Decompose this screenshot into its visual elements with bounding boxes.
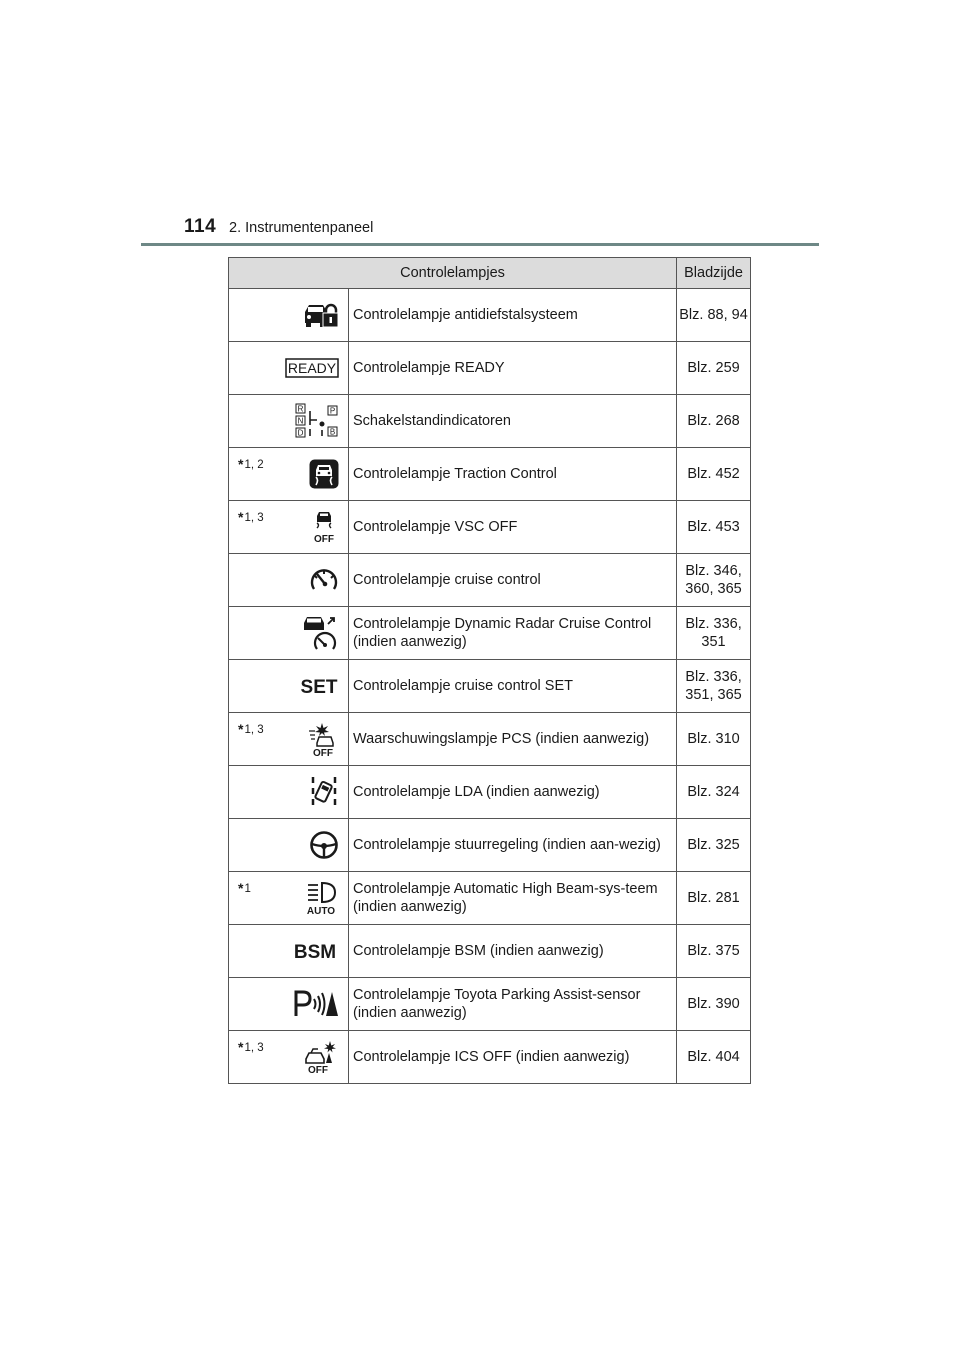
icon-cell xyxy=(274,554,349,607)
page-ref: Blz. 259 xyxy=(677,342,751,395)
footnote-marker: *1, 2 xyxy=(238,456,264,472)
table-row xyxy=(229,713,751,766)
note-cell xyxy=(229,925,274,978)
footnote-marker: *1, 3 xyxy=(238,721,264,737)
bsm-text: BSM xyxy=(293,942,337,963)
page-ref: Blz. 310 xyxy=(677,713,751,766)
lamp-description: Controlelampje stuurregeling (indien aan-wezig) xyxy=(349,819,677,872)
traction-control-icon xyxy=(309,459,339,489)
footnote-marker: *1, 3 xyxy=(238,509,264,525)
ics-off-icon xyxy=(303,1039,339,1075)
note-cell xyxy=(229,395,274,448)
icon-cell xyxy=(274,925,349,978)
gear-d: D xyxy=(297,428,304,438)
auto-text: AUTO xyxy=(306,906,336,916)
header-rule xyxy=(141,243,819,246)
page-ref: Blz. 452 xyxy=(677,448,751,501)
bsm-icon xyxy=(291,939,339,963)
ready-icon xyxy=(285,358,339,378)
icon-cell xyxy=(274,289,349,342)
page-ref: Blz. 268 xyxy=(677,395,751,448)
cruise-set-icon xyxy=(299,675,339,697)
table-row xyxy=(229,501,751,554)
note-cell xyxy=(229,766,274,819)
table-row xyxy=(229,342,751,395)
column-header-page: Bladzijde xyxy=(677,258,751,289)
table-row xyxy=(229,872,751,925)
table-row xyxy=(229,607,751,660)
page-ref: Blz. 336, 351 xyxy=(677,607,751,660)
indicator-table xyxy=(228,257,751,1084)
page-ref: Blz. 453 xyxy=(677,501,751,554)
table-row xyxy=(229,554,751,607)
steering-wheel-icon xyxy=(309,830,339,860)
lamp-description: Schakelstandindicatoren xyxy=(349,395,677,448)
lamp-description: Controlelampje VSC OFF xyxy=(349,501,677,554)
lamp-description: Controlelampje Automatic High Beam-sys-teem (indien aanwezig) xyxy=(349,872,677,925)
section-title: 2. Instrumentenpaneel xyxy=(229,220,374,236)
auto-high-beam-icon xyxy=(303,880,339,916)
note-cell xyxy=(229,978,274,1031)
note-cell xyxy=(229,872,274,925)
cruise-control-icon xyxy=(309,567,339,593)
page-ref: Blz. 325 xyxy=(677,819,751,872)
lamp-description: Controlelampje cruise control SET xyxy=(349,660,677,713)
parking-assist-icon xyxy=(293,989,339,1019)
icon-cell xyxy=(274,448,349,501)
table-row xyxy=(229,1031,751,1084)
page-ref: Blz. 404 xyxy=(677,1031,751,1084)
page-ref: Blz. 281 xyxy=(677,872,751,925)
lamp-description: Controlelampje cruise control xyxy=(349,554,677,607)
note-cell xyxy=(229,554,274,607)
page-ref: Blz. 390 xyxy=(677,978,751,1031)
set-text: SET xyxy=(300,677,338,697)
table-row xyxy=(229,395,751,448)
table-row xyxy=(229,925,751,978)
icon-cell xyxy=(274,395,349,448)
icon-cell xyxy=(274,660,349,713)
footnote-marker: *1 xyxy=(238,880,251,896)
gear-b: B xyxy=(329,427,336,437)
lamp-description: Controlelampje Traction Control xyxy=(349,448,677,501)
icon-cell xyxy=(274,766,349,819)
note-cell xyxy=(229,342,274,395)
icon-cell xyxy=(274,1031,349,1084)
lamp-description: Controlelampje Dynamic Radar Cruise Control (indien aanwezig) xyxy=(349,607,677,660)
vsc-off-text: OFF xyxy=(314,534,334,544)
table-row xyxy=(229,766,751,819)
pcs-off-text: OFF xyxy=(313,748,333,757)
note-cell xyxy=(229,660,274,713)
lamp-description: Controlelampje READY xyxy=(349,342,677,395)
gear-r: R xyxy=(297,404,304,414)
icon-cell xyxy=(274,978,349,1031)
table-row xyxy=(229,660,751,713)
table-row xyxy=(229,819,751,872)
note-cell xyxy=(229,501,274,554)
table-row xyxy=(229,289,751,342)
note-cell xyxy=(229,448,274,501)
footnote-ref: 1, 3 xyxy=(244,512,264,524)
column-header-lamps: Controlelampjes xyxy=(229,258,677,289)
table-row xyxy=(229,448,751,501)
table-header-row xyxy=(229,258,751,289)
footnote-ref: 1, 3 xyxy=(244,724,264,736)
ready-text: READY xyxy=(287,360,337,376)
note-cell xyxy=(229,289,274,342)
note-cell xyxy=(229,713,274,766)
lda-icon xyxy=(309,774,339,810)
page-ref: Blz. 336, 351, 365 xyxy=(677,660,751,713)
shift-position-icon xyxy=(295,403,339,439)
icon-cell xyxy=(274,342,349,395)
table-row xyxy=(229,978,751,1031)
icon-cell xyxy=(274,501,349,554)
lamp-description: Waarschuwingslampje PCS (indien aanwezig) xyxy=(349,713,677,766)
lamp-description: Controlelampje Toyota Parking Assist-sensor (indien aanwezig) xyxy=(349,978,677,1031)
vsc-off-icon xyxy=(309,510,339,544)
icon-cell xyxy=(274,872,349,925)
icon-cell xyxy=(274,819,349,872)
footnote-ref: 1, 3 xyxy=(244,1042,264,1054)
lamp-description: Controlelampje antidiefstalsysteem xyxy=(349,289,677,342)
page-number: 114 xyxy=(184,216,217,237)
page-ref: Blz. 375 xyxy=(677,925,751,978)
icon-cell xyxy=(274,713,349,766)
footnote-marker: *1, 3 xyxy=(238,1039,264,1055)
note-cell xyxy=(229,607,274,660)
ics-off-text: OFF xyxy=(308,1065,328,1075)
note-cell xyxy=(229,1031,274,1084)
pcs-off-icon xyxy=(305,721,339,757)
radar-cruise-icon xyxy=(301,615,339,651)
note-cell xyxy=(229,819,274,872)
page-ref: Blz. 88, 94 xyxy=(677,289,751,342)
anti-theft-icon xyxy=(303,302,339,328)
lamp-description: Controlelampje LDA (indien aanwezig) xyxy=(349,766,677,819)
lamp-description: Controlelampje ICS OFF (indien aanwezig) xyxy=(349,1031,677,1084)
page-ref: Blz. 324 xyxy=(677,766,751,819)
footnote-ref: 1 xyxy=(244,883,251,895)
lamp-description: Controlelampje BSM (indien aanwezig) xyxy=(349,925,677,978)
gear-p: P xyxy=(329,406,336,416)
gear-n: N xyxy=(297,416,304,426)
icon-cell xyxy=(274,607,349,660)
page-ref: Blz. 346, 360, 365 xyxy=(677,554,751,607)
footnote-ref: 1, 2 xyxy=(244,459,264,471)
